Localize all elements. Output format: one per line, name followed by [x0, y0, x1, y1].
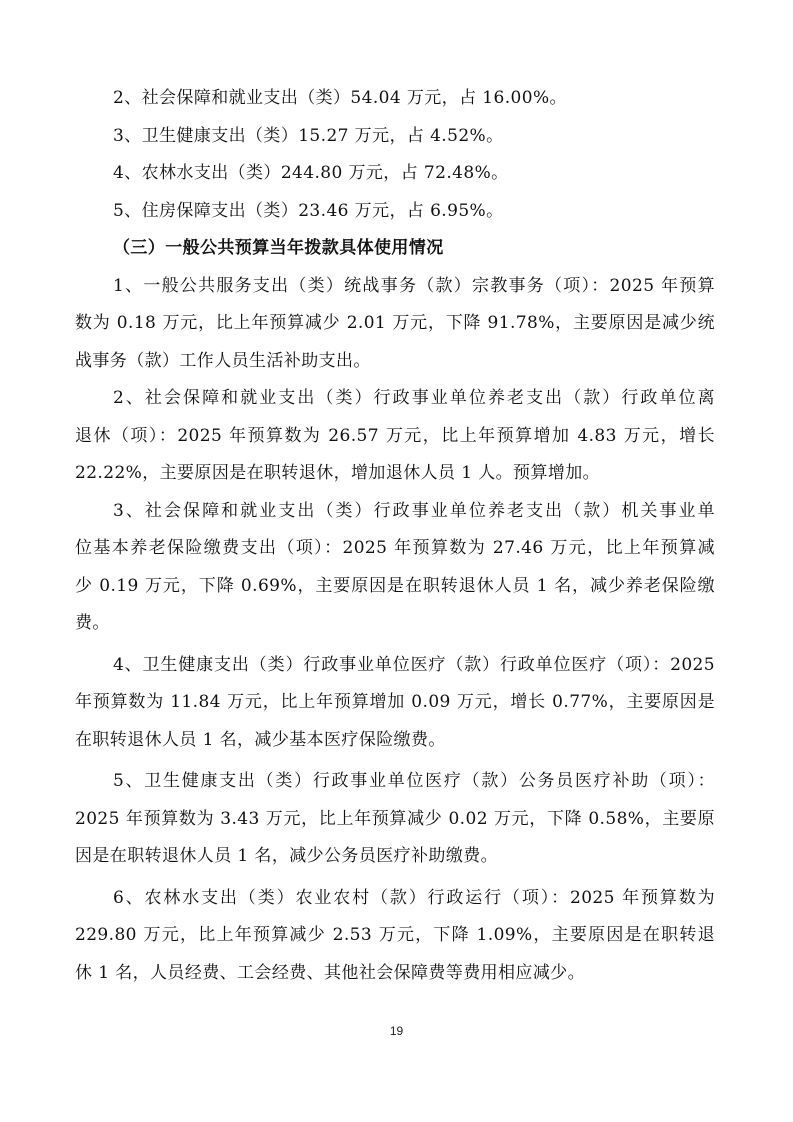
paragraph-line: 少 0.19 万元，下降 0.69%，主要原因是在职转退休人员 1 名，减少养老保险缴 [75, 575, 715, 596]
page-content [75, 80, 715, 992]
paragraph-line: 4、卫生健康支出（类）行政事业单位医疗（款）行政单位医疗（项）：2025 [113, 654, 715, 675]
paragraph-4 [75, 647, 715, 760]
paragraph-line: 休 1 名，人员经费、工会经费、其他社会保障费等费用相应减少。 [75, 962, 586, 983]
paragraph-3 [75, 493, 715, 643]
paragraph-line: 5、卫生健康支出（类）行政事业单位医疗（款）公务员医疗补助（项）： [113, 771, 715, 791]
section-heading: （三）一般公共预算当年拨款具体使用情况 [113, 238, 444, 258]
paragraph-line: 退休（项）：2025 年预算数为 26.57 万元，比上年预算增加 4.83 万元，增长 [75, 425, 715, 446]
paragraph-5 [75, 763, 715, 876]
paragraph-line: 数为 0.18 万元，比上年预算减少 2.01 万元，下降 91.78%，主要原因是减少统 [75, 313, 715, 333]
paragraph-6 [75, 880, 715, 993]
paragraph-line: 战事务（款）工作人员生活补助支出。 [75, 350, 371, 371]
page-number: 19 [389, 1024, 404, 1038]
paragraph-line: 1、一般公共服务支出（类）统战事务（款）宗教事务（项）：2025 年预算 [113, 275, 715, 296]
paragraph-line: 229.80 万元，比上年预算减少 2.53 万元，下降 1.09%，主要原因是在职转退 [75, 925, 715, 945]
paragraph-line: 2025 年预算数为 3.43 万元，比上年预算减少 0.02 万元，下降 0.58%，主要原 [75, 808, 715, 829]
paragraph-line: 费。 [75, 613, 110, 633]
paragraph-line: 22.22%，主要原因是在职转退休，增加退休人员 1 人。预算增加。 [75, 463, 601, 483]
paragraph-2 [75, 380, 715, 493]
paragraph-line: 年预算数为 11.84 万元，比上年预算增加 0.09 万元，增长 0.77%，主要原因是 [75, 692, 715, 712]
paragraph-line: 2、社会保障和就业支出（类）行政事业单位养老支出（款）行政单位离 [113, 388, 715, 408]
paragraph-1 [75, 268, 715, 381]
list-item: 3、卫生健康支出（类）15.27 万元，占 4.52%。 [113, 125, 504, 146]
paragraph-line: 因是在职转退休人员 1 名，减少公务员医疗补助缴费。 [75, 846, 499, 866]
paragraph-line: 3、社会保障和就业支出（类）行政事业单位养老支出（款）机关事业单 [113, 500, 715, 521]
paragraph-line: 位基本养老保险缴费支出（项）：2025 年预算数为 27.46 万元，比上年预算减 [75, 538, 715, 558]
list-item: 2、社会保障和就业支出（类）54.04 万元，占 16.00%。 [113, 88, 567, 108]
paragraph-line: 在职转退休人员 1 名，减少基本医疗保险缴费。 [75, 729, 446, 750]
paragraph-line: 6、农林水支出（类）农业农村（款）行政运行（项）：2025 年预算数为 [113, 887, 715, 908]
list-item: 5、住房保障支出（类）23.46 万元，占 6.95%。 [113, 200, 504, 221]
list-item: 4、农林水支出（类）244.80 万元，占 72.48%。 [113, 163, 509, 183]
